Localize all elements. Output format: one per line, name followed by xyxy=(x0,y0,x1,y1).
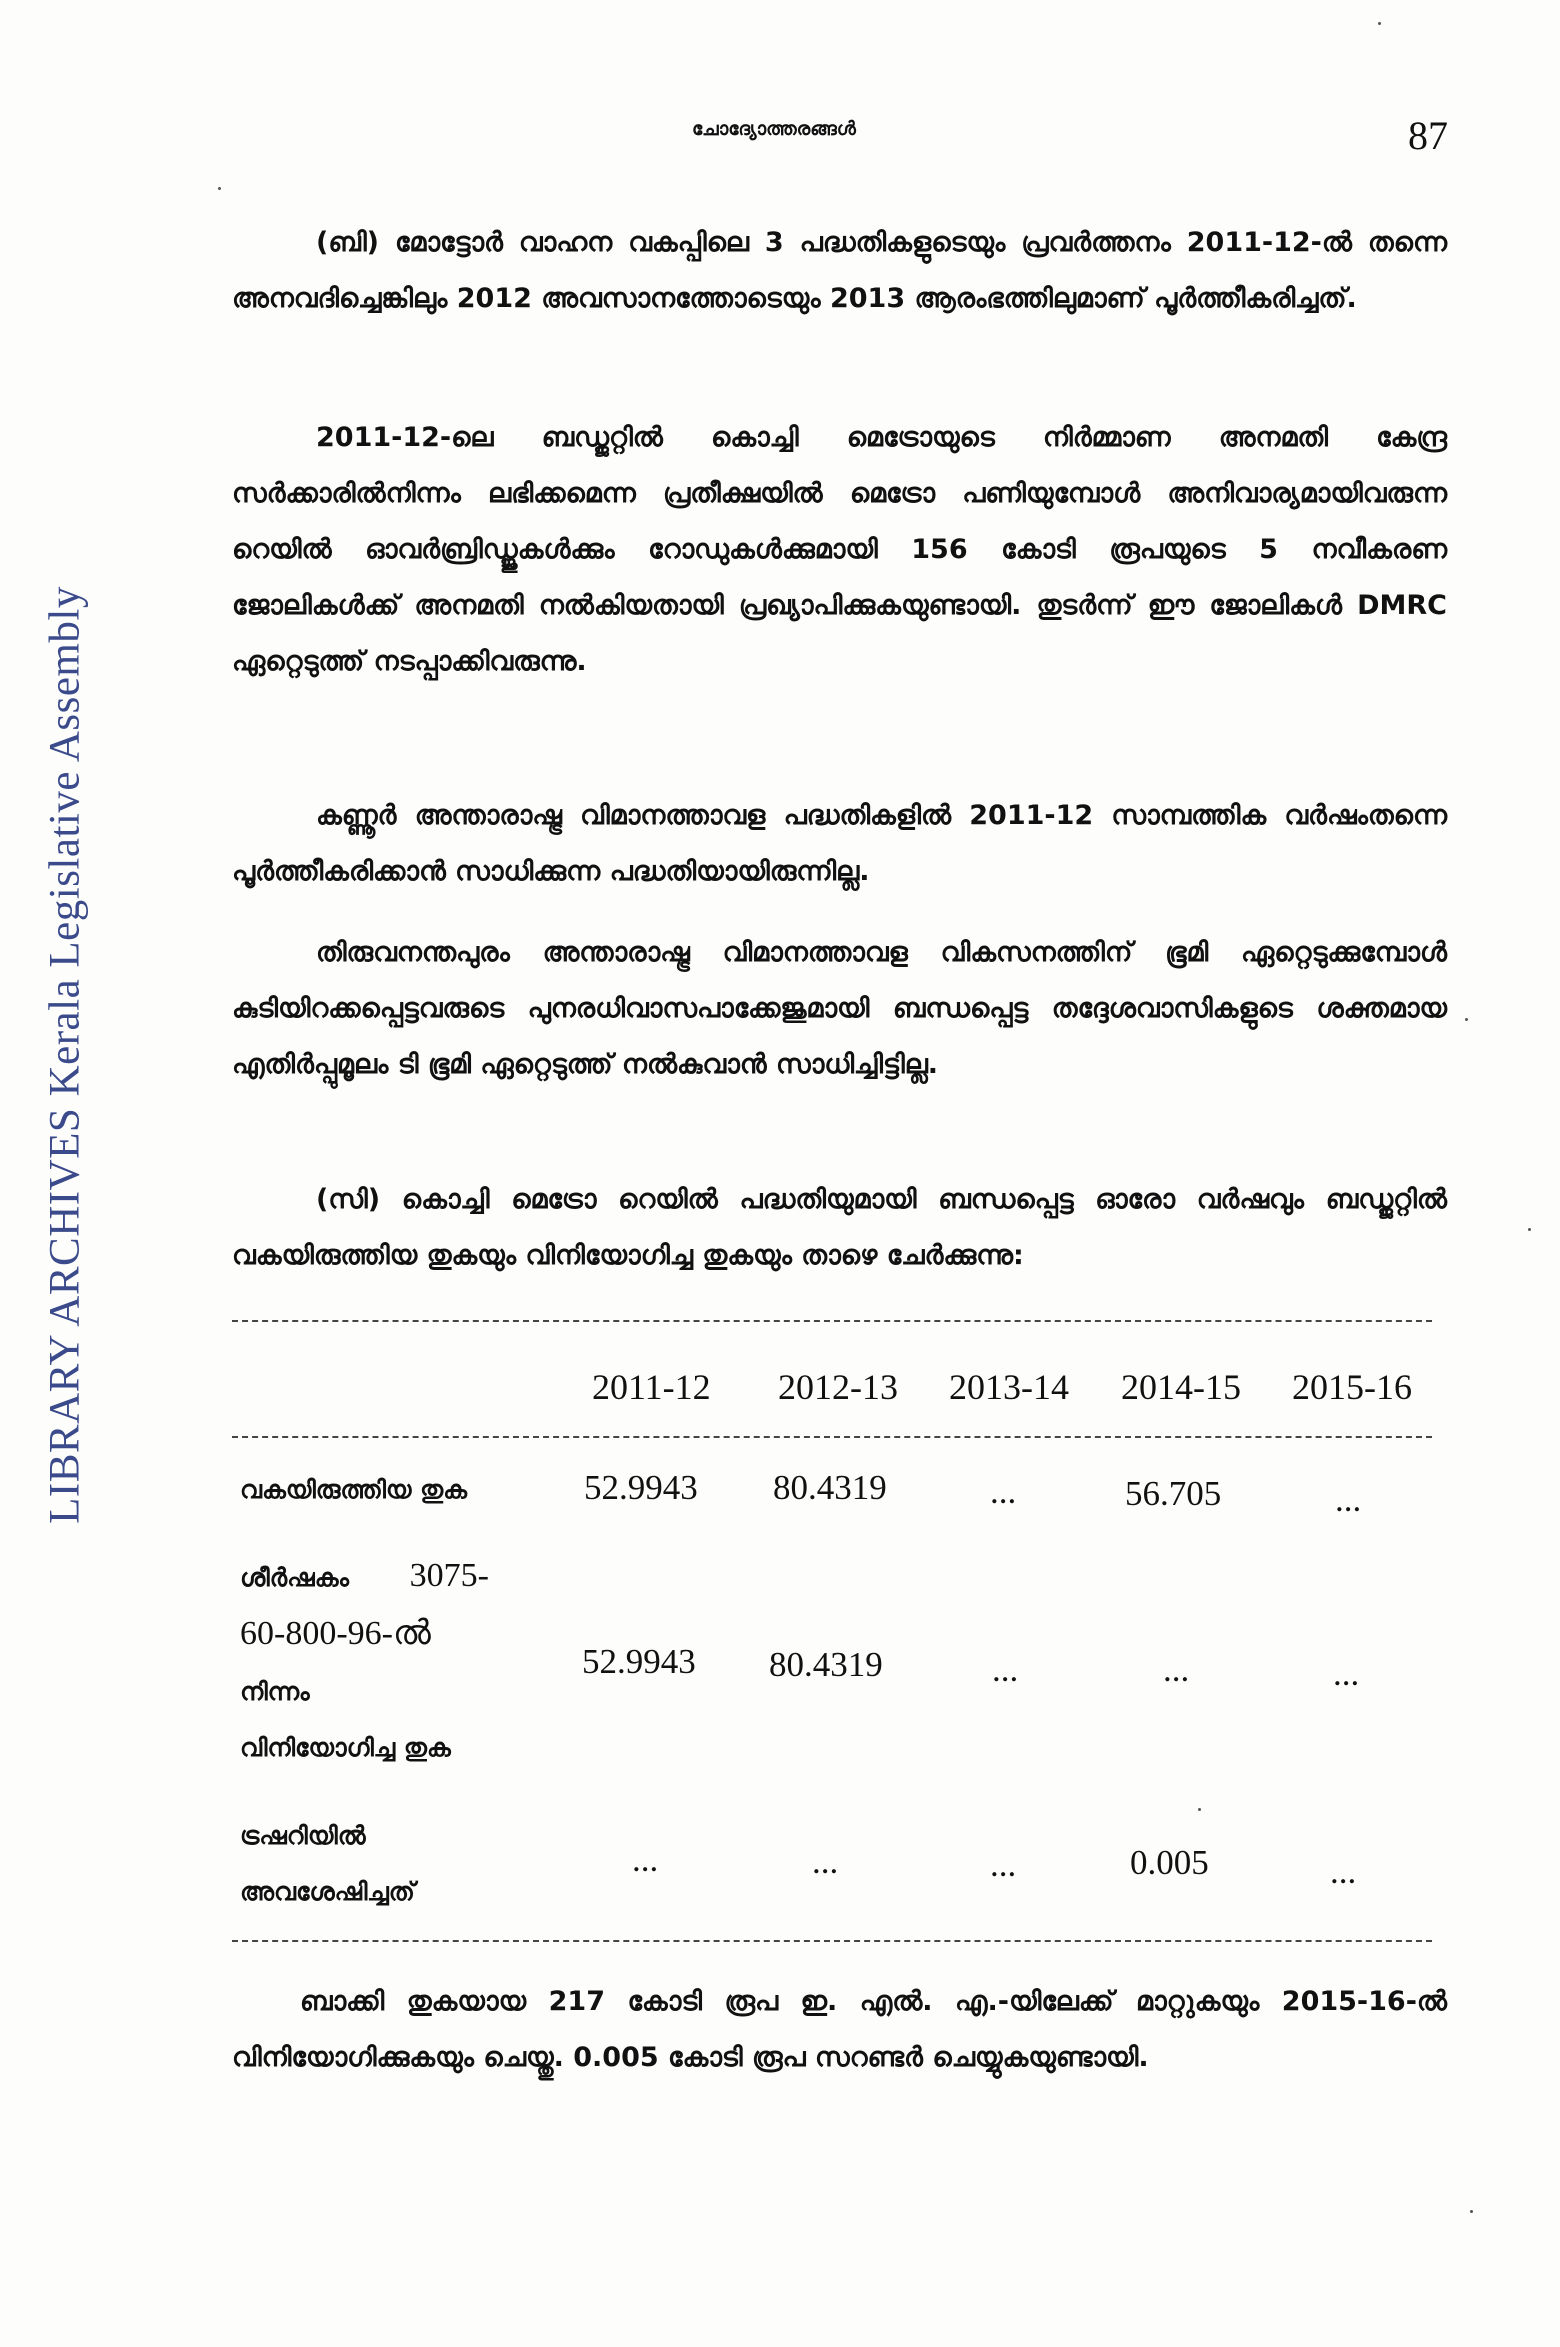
row-label-line: നിന്നം xyxy=(240,1677,310,1706)
table-cell: ... xyxy=(1330,1852,1357,1891)
table-cell: ... xyxy=(990,1472,1017,1511)
scan-speck xyxy=(1528,1228,1531,1231)
scan-speck xyxy=(1198,1808,1201,1811)
table-cell: 52.9943 xyxy=(584,1468,698,1507)
table-cell: ... xyxy=(812,1842,839,1881)
table-top-rule xyxy=(232,1320,1432,1322)
table-cell: ... xyxy=(1335,1480,1362,1519)
paragraph-trivandrum: തിരുവനന്തപുരം അന്താരാഷ്ട്ര വിമാനത്താവള വികസനത്തിന് ഭൂമി ഏറ്റെടുക്കുമ്പോൾ കുടിയിറക്കപ്പെട്ടവരുടെ പുനരധിവാസപാക്കേജുമായി ബന്ധപ്പെട്ട തദ്ദേശവാസികളുടെ ശക്തമായ എതിർപ്പുമൂലം ടി ഭൂമി ഏറ്റെടുത്ത് നൽകുവാൻ സാധിച്ചിട്ടില്ല. xyxy=(232,937,1447,1080)
table-cell: 80.4319 xyxy=(769,1645,883,1684)
table-cell: 0.005 xyxy=(1130,1843,1209,1882)
paragraph-b: (ബി) മോട്ടോർ വാഹന വകപ്പിലെ 3 പദ്ധതികളുടെയും പ്രവർത്തനം 2011-12-ൽ തന്നെ അനവദിച്ചെങ്കിലും 2012 അവസാനത്തോടെയും 2013 ആരംഭത്തിലുമാണ് പൂർത്തീകരിച്ചത്. xyxy=(232,227,1447,314)
table-cell: ... xyxy=(992,1650,1019,1689)
table-cell: 80.4319 xyxy=(773,1468,887,1507)
head-of-account-code: 3075- xyxy=(409,1557,489,1594)
paragraph-kannur: കണ്ണൂർ അന്താരാഷ്ട്ര വിമാനത്താവള പദ്ധതികളിൽ 2011-12 സാമ്പത്തിക വർഷംതന്നെ പൂർത്തീകരിക്കാൻ സാധിക്കുന്ന പദ്ധതിയായിരുന്നില്ല. xyxy=(232,800,1447,887)
page-number: 87 xyxy=(1408,113,1448,158)
running-head: ചോദ്യോത്തരങ്ങൾ xyxy=(692,118,856,140)
column-header: 2013-14 xyxy=(949,1367,1069,1407)
row-label-line: അവശേഷിച്ചത് xyxy=(240,1877,415,1906)
column-header: 2011-12 xyxy=(592,1367,711,1407)
table-cell: 56.705 xyxy=(1125,1474,1222,1513)
table-cell: ... xyxy=(1333,1654,1360,1693)
table-cell: ... xyxy=(632,1840,659,1879)
row-label-spent xyxy=(240,1548,489,1776)
row-label-allocated: വകയിരുത്തിയ തുക xyxy=(240,1475,468,1504)
table-bottom-rule xyxy=(232,1940,1432,1942)
table-cell: 52.9943 xyxy=(582,1642,696,1681)
scan-speck xyxy=(1378,22,1381,25)
closing-paragraph: ബാക്കി തുകയായ 217 കോടി രൂപ ഇ. എൽ. എ.-യിലേക്ക് മാറ്റുകയും 2015-16-ൽ വിനിയോഗിക്കുകയും ചെയ്തു. 0.005 കോടി രൂപ സറണ്ടർ ചെയ്യുകയുണ്ടായി. xyxy=(232,1986,1447,2073)
row-label-line: ശീർഷകം xyxy=(240,1563,349,1592)
row-label-treasury xyxy=(240,1808,415,1920)
scan-speck xyxy=(1465,1018,1468,1021)
paragraph-budget: 2011-12-ലെ ബഡ്ജറ്റിൽ കൊച്ചി മെട്രോയുടെ നിർമ്മാണ അനമതി കേന്ദ്ര സർക്കാരിൽനിന്നം ലഭിക്കമെന്ന പ്രതീക്ഷയിൽ മെട്രോ പണിയുമ്പോൾ അനിവാര്യമായിവരുന്ന റെയിൽ ഓവർബ്രിഡ്ജുകൾക്കും റോഡുകൾക്കുമായി 156 കോടി രൂപയുടെ 5 നവീകരണ ജോലികൾക്ക് അനമതി നൽകിയതായി പ്രഖ്യാപിക്കുകയുണ്ടായി. തുടർന്ന് ഈ ജോലികൾ DMRC ഏറ്റെടുത്ത് നടപ്പാക്കിവരുന്നു. xyxy=(232,422,1447,677)
row-label-line: വിനിയോഗിച്ച തുക xyxy=(240,1733,451,1762)
table-cell: ... xyxy=(1163,1650,1190,1689)
head-of-account-code: 60-800-96-ൽ xyxy=(240,1615,431,1652)
paragraph-c: (സി) കൊച്ചി മെട്രോ റെയിൽ പദ്ധതിയുമായി ബന്ധപ്പെട്ട ഓരോ വർഷവും ബഡ്ജറ്റിൽ വകയിരുത്തിയ തുകയും വിനിയോഗിച്ച തുകയും താഴെ ചേർക്കുന്നു: xyxy=(232,1184,1447,1271)
scan-speck xyxy=(1470,2210,1473,2213)
column-header: 2015-16 xyxy=(1292,1367,1412,1407)
archive-watermark: LIBRARY ARCHIVES Kerala Legislative Assembly xyxy=(41,586,89,1524)
table-cell: ... xyxy=(990,1845,1017,1884)
table-header-rule xyxy=(232,1436,1432,1438)
scan-speck xyxy=(218,187,221,190)
column-header: 2012-13 xyxy=(778,1367,898,1407)
row-label-line: ട്രഷറിയിൽ xyxy=(240,1821,366,1850)
column-header: 2014-15 xyxy=(1121,1367,1241,1407)
